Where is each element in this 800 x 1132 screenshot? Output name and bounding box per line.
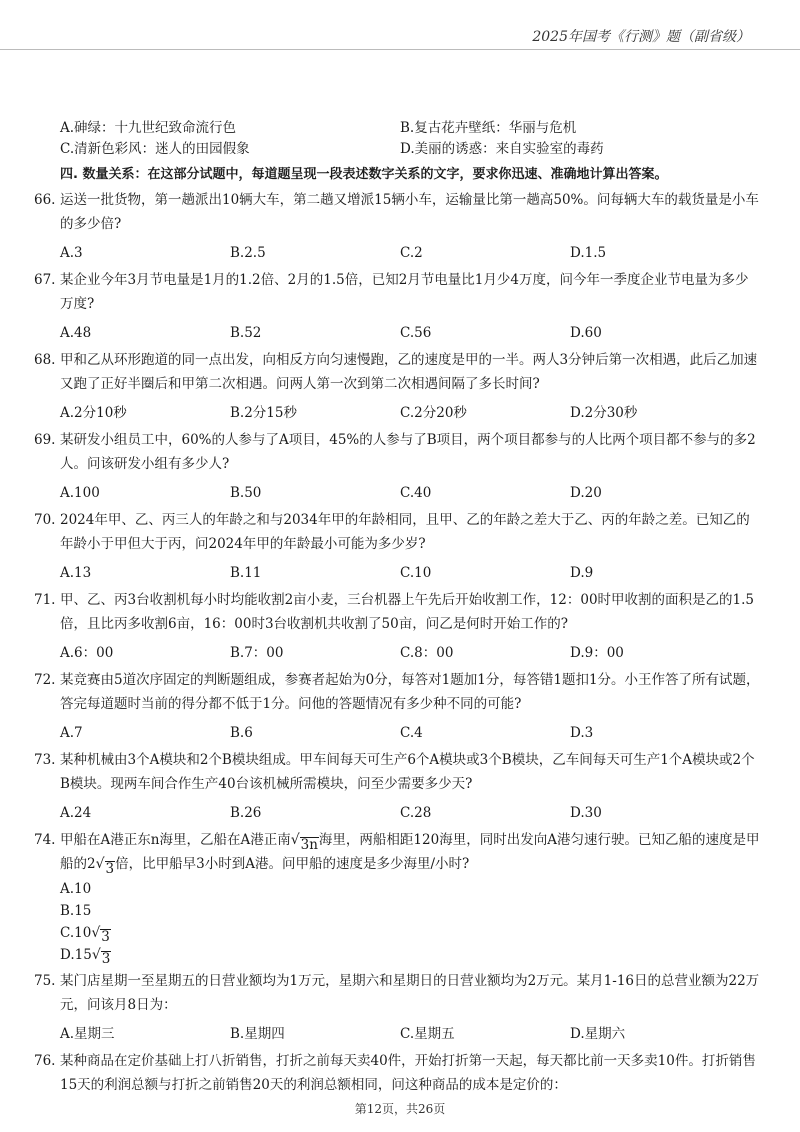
option-a: A.7 <box>60 725 83 741</box>
question-68 <box>34 348 760 396</box>
question-text: 2024年甲、乙、丙三人的年龄之和与2034年甲的年龄相同，且甲、乙的年龄之差大于乙、丙的年龄之差。已知乙的年龄小于甲但大于丙，问2024年甲的年龄最小可能为多少岁? <box>60 512 750 552</box>
option-d: D.1.5 <box>570 245 607 261</box>
page-footer: 第12页，共26页 <box>354 1102 446 1116</box>
question-74-options <box>60 878 760 966</box>
question-number: 76. <box>34 1053 56 1069</box>
sqrt-expression <box>92 944 112 966</box>
option-b: B.7：00 <box>230 645 284 661</box>
question-number: 72. <box>34 672 56 688</box>
question-number: 74. <box>34 832 56 848</box>
radical-sign-icon: √ <box>290 832 300 848</box>
question-text: 运送一批货物，第一趟派出10辆大车，第二趟又增派15辆小车，运输量比第一趟高50%。问每辆大车的载货量是小车的多少倍? <box>60 192 759 232</box>
option-a: A.13 <box>60 565 92 581</box>
question-text: 甲、乙、丙3台收割机每小时均能收割2亩小麦，三台机器上午先后开始收割工作，12：00时甲收割的面积是乙的1.5倍，且比丙多收割6亩，16：00时3台收割机共收割了50亩，问乙是何时开始工作的? <box>60 592 755 632</box>
question-text: 某种机械由3个A模块和2个B模块组成。甲车间每天可生产6个A模块或3个B模块，乙车间每天可生产1个A模块或2个B模块。现两车间合作生产40台该机械所需模块，问至少需要多少天? <box>60 752 755 792</box>
option-c-text: C.10 <box>60 925 92 941</box>
radicand: 3 <box>101 951 111 967</box>
question-69 <box>34 428 760 476</box>
radicand: 3n <box>300 837 318 853</box>
question-66-options <box>60 242 760 264</box>
question-text: 某研发小组员工中，60%的人参与了A项目，45%的人参与了B项目，两个项目都参与的人比两个项目都不参与的多2人。问该研发小组有多少人? <box>60 432 756 472</box>
question-number: 70. <box>34 512 56 528</box>
question-75 <box>34 969 760 1017</box>
question-68-options <box>60 402 760 424</box>
option-a: A.24 <box>60 805 92 821</box>
radical-sign-icon: √ <box>91 925 101 941</box>
question-text <box>60 828 760 876</box>
option-a: A.星期三 <box>60 1026 115 1042</box>
question-text: 某企业今年3月节电量是1月的1.2倍、2月的1.5倍，已知2月节电量比1月少4万度，问今年一季度企业节电量为多少万度? <box>60 272 749 312</box>
option-a: A.10 <box>60 881 92 897</box>
option-a: A.3 <box>60 245 83 261</box>
option-d <box>60 944 760 966</box>
option-a: A.砷绿：十九世纪致命流行色 <box>60 120 237 136</box>
question-text-part-2: 海里，两船相距120海里，同时出发向A港匀速行驶。已知乙船的速度是甲船的 <box>60 832 760 872</box>
question-71-options <box>60 642 760 664</box>
option-d: D.9 <box>570 565 594 581</box>
section-title: 四. 数量关系：在这部分试题中，每道题呈现一段表述数字关系的文字，要求你迅速、准确地计算出答案。 <box>60 167 668 182</box>
option-c: C.清新色彩风：迷人的田园假象 <box>60 141 250 157</box>
question-number: 67. <box>34 272 56 288</box>
option-c: C.2 <box>400 245 423 261</box>
question-74 <box>34 828 760 877</box>
question-73-options <box>60 802 760 824</box>
option-c: C.2分20秒 <box>400 405 467 421</box>
option-c: C.8：00 <box>400 645 454 661</box>
option-a: A.48 <box>60 325 92 341</box>
question-number: 71. <box>34 592 56 608</box>
option-d: D.3 <box>570 725 594 741</box>
option-d: D.20 <box>570 485 602 501</box>
option-b: B.星期四 <box>230 1026 285 1042</box>
question-text: 某竞赛由5道次序固定的判断题组成，参赛者起始为0分，每答对1题加1分，每答错1题扣1分。小王作答了所有试题，答完每道题时当前的得分都不低于1分。问他的答题情况有多少种不同的可能? <box>60 672 760 712</box>
radicand: 3 <box>101 929 110 945</box>
option-b: B.2.5 <box>230 245 266 261</box>
option-d: D.9：00 <box>570 645 624 661</box>
option-b: B.复古花卉壁纸：华丽与危机 <box>400 120 577 136</box>
question-70-options <box>60 562 760 584</box>
option-d: D.星期六 <box>570 1026 626 1042</box>
option-c: C.4 <box>400 725 423 741</box>
page-content <box>34 118 760 1097</box>
radicand: 3 <box>105 861 115 877</box>
option-a: A.100 <box>60 485 100 501</box>
page-header: 2025年国考《行测》题（副省级） <box>532 29 750 45</box>
option-c: C.28 <box>400 805 432 821</box>
option-d: D.30 <box>570 805 602 821</box>
question-number: 73. <box>34 752 56 768</box>
question-number: 68. <box>34 352 56 368</box>
question-76 <box>34 1049 760 1097</box>
question-text: 甲和乙从环形跑道的同一点出发，向相反方向匀速慢跑，乙的速度是甲的一半。两人3分钟后第一次相遇，此后乙加速又跑了正好半圈后和甲第二次相遇。问两人第一次到第二次相遇间隔了多长时间? <box>60 352 758 392</box>
option-b: B.50 <box>230 485 262 501</box>
option-d-text: D.15 <box>60 947 92 963</box>
question-66 <box>34 188 760 236</box>
option-c: C.56 <box>400 325 432 341</box>
question-67-options <box>60 322 760 344</box>
sqrt-expression <box>96 852 116 876</box>
coefficient: 2 <box>87 856 96 872</box>
question-72-options <box>60 722 760 744</box>
option-c: C.10 <box>400 565 432 581</box>
question-75-options <box>60 1023 760 1045</box>
option-c: C.星期五 <box>400 1026 455 1042</box>
question-number: 75. <box>34 973 56 989</box>
question-text: 某种商品在定价基础上打八折销售，打折之前每天卖40件，开始打折第一天起，每天都比前一天多卖10件。打折销售15天的利润总额与打折之前销售20天的利润总额相同，问这种商品的成本是定价的： <box>60 1053 756 1093</box>
option-d: D.60 <box>570 325 602 341</box>
radical-sign-icon: √ <box>91 947 101 963</box>
radical-sign-icon: √ <box>95 856 105 872</box>
sqrt-expression <box>291 828 319 852</box>
option-d: D.美丽的诱惑：来自实验室的毒药 <box>400 141 604 157</box>
option-a: A.2分10秒 <box>60 405 127 421</box>
option-d: D.2分30秒 <box>570 405 638 421</box>
header-divider <box>0 49 800 50</box>
question-text-part-1: 甲船在A港正东n海里，乙船在A港正南 <box>60 832 291 848</box>
question-69-options <box>60 482 760 504</box>
question-70 <box>34 508 760 556</box>
sqrt-expression <box>91 922 111 944</box>
question-72 <box>34 668 760 716</box>
question-number: 66. <box>34 192 56 208</box>
option-b: B.15 <box>60 903 92 919</box>
question-73 <box>34 748 760 796</box>
previous-question-options <box>60 118 760 160</box>
question-number: 69. <box>34 432 56 448</box>
option-b: B.2分15秒 <box>230 405 297 421</box>
option-a: A.6：00 <box>60 645 114 661</box>
option-b: B.26 <box>230 805 262 821</box>
question-text-part-3: 倍，比甲船早3小时到A港。问甲船的速度是多少海里/小时? <box>115 856 470 872</box>
option-b: B.11 <box>230 565 262 581</box>
option-c: C.40 <box>400 485 432 501</box>
question-67 <box>34 268 760 316</box>
question-71 <box>34 588 760 636</box>
option-c <box>60 922 760 944</box>
question-text: 某门店星期一至星期五的日营业额均为1万元，星期六和星期日的日营业额均为2万元。某月1-16日的总营业额为22万元，问该月8日为： <box>60 973 760 1013</box>
option-b: B.52 <box>230 325 262 341</box>
option-b: B.6 <box>230 725 253 741</box>
